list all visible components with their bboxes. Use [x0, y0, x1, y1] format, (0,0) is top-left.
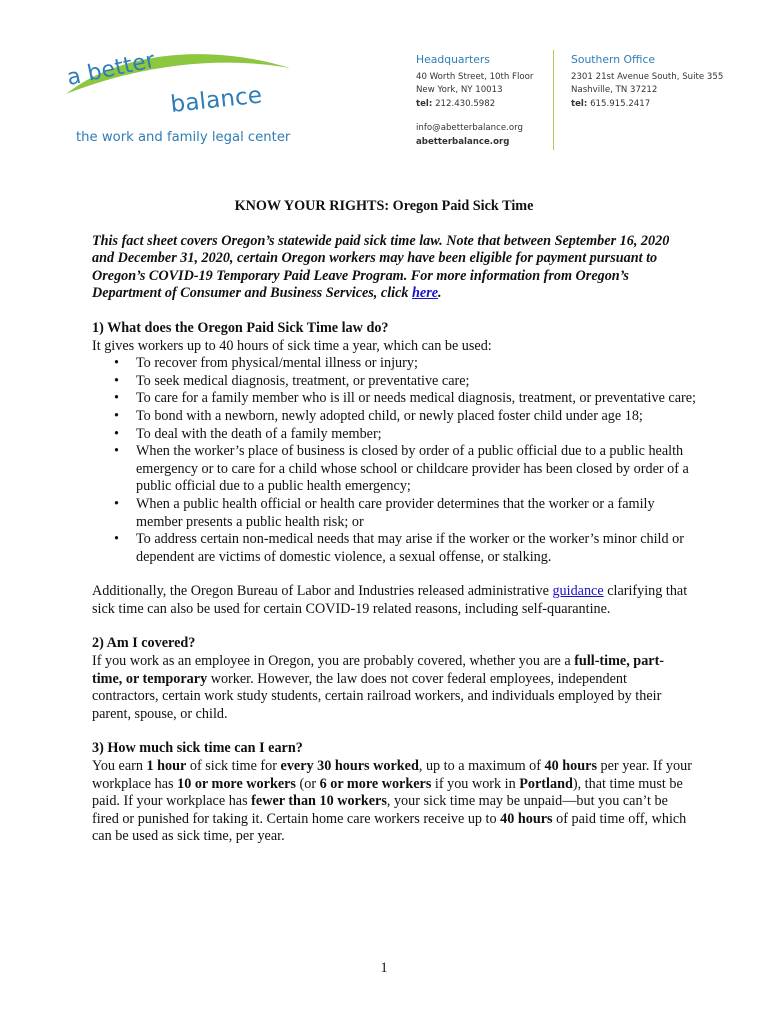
section2-text: If you work as an employee in Oregon, you are probably covered, whether you are a: [92, 653, 575, 670]
logo-word-a-better: a better: [64, 47, 158, 91]
additional-text-end: clarifying that sick time can also be used for certain COVID-19 related reasons, including self-quarantine.: [92, 583, 688, 617]
intro-period: .: [438, 285, 442, 302]
headquarters-tel-number: 212.430.5982: [435, 98, 496, 109]
section2-text: worker. However, the law does not cover federal employees, independent contractors, certain work study students, certain railroad workers, and individuals employed by their parent, spouse, or child.: [92, 670, 662, 722]
section3-bold-text: fewer than 10 workers: [251, 793, 387, 810]
intro-text: This fact sheet covers Oregon’s statewide paid sick time law. Note that between September 16, 2020 and December 31, 2020, certain Oregon workers may have been eligible for payment pursuant to Oregon’s COVID-19 Temporary Paid Leave Program. For more information from Oregon’s Department of Consumer and Business Services, click: [92, 232, 670, 302]
section3-text: You earn: [92, 758, 147, 775]
section1-heading: 1) What does the Oregon Paid Sick Time law do?: [92, 319, 389, 336]
headquarters-tel-label: tel:: [416, 98, 433, 109]
section3-bold-text: 40 hours: [544, 758, 597, 775]
document-body: [92, 198, 696, 846]
section3-text: (or: [295, 775, 320, 792]
intro-paragraph: [92, 233, 682, 303]
section3-text: , up to a maximum of: [418, 758, 545, 775]
list-item: • To address certain non-medical needs that may arise if the worker or the worker’s minor child or dependent are victims of domestic violence, a sexual offense, or stalking.: [136, 531, 696, 566]
headquarters-city: New York, NY 10013: [416, 85, 503, 95]
section3-paragraph: [92, 758, 692, 846]
document-title: KNOW YOUR RIGHTS: Oregon Paid Sick Time: [234, 198, 534, 214]
section3-text: ), that time must be paid. If your workplace has: [92, 775, 683, 810]
southern-office-street: 2301 21st Avenue South, Suite 355: [571, 71, 724, 82]
headquarters-title: Headquarters: [416, 53, 490, 66]
section3-heading: 3) How much sick time can I earn?: [92, 740, 303, 757]
section3-bold-text: 1 hour: [146, 758, 187, 775]
section3-bold-text: 6 or more workers: [319, 775, 432, 792]
section3-text: , your sick time may be unpaid—but you can’t be fired or punished for taking it. Certain home care workers receive up to: [92, 793, 668, 827]
section3-bold-text: every 30 hours worked: [280, 758, 419, 775]
section2-bold-text: full-time, part-time, or temporary: [92, 653, 665, 687]
list-item: • To care for a family member who is ill or needs medical diagnosis, treatment, or preventative care;: [136, 390, 696, 408]
southern-office-phone: [571, 98, 723, 112]
section3-text: of paid time off, which can be used as sick time, per year.: [92, 810, 687, 845]
list-item: • To seek medical diagnosis, treatment, or preventative care;: [136, 373, 696, 391]
section3-text: of sick time for: [186, 758, 281, 775]
list-item: • To recover from physical/mental illness or injury;: [136, 355, 696, 373]
southern-office-title: Southern Office: [571, 53, 656, 66]
section3-text: per year. If your workplace has: [92, 758, 692, 792]
section1-lead: It gives workers up to 40 hours of sick time a year, which can be used:: [92, 337, 492, 354]
page-number: 1: [380, 960, 388, 976]
list-item: • When a public health official or health care provider determines that the worker or a family member presents a public health risk; or: [136, 496, 696, 531]
letterhead-divider: [553, 50, 554, 150]
southern-office-city: Nashville, TN 37212: [571, 85, 658, 95]
contact-block: [416, 122, 523, 149]
section3-text: if you work in: [431, 775, 520, 792]
guidance-link[interactable]: guidance: [552, 583, 604, 600]
section2-paragraph: [92, 653, 692, 723]
headquarters-address-block: [416, 53, 533, 111]
intro-here-link[interactable]: here: [412, 285, 439, 302]
section3-bold-text: Portland: [519, 775, 573, 792]
organization-logo: [62, 42, 312, 154]
list-item: • To deal with the death of a family member;: [136, 426, 696, 444]
section1-additional-paragraph: [92, 583, 692, 618]
headquarters-phone: [416, 98, 533, 112]
logo-tagline: the work and family legal center: [76, 130, 291, 145]
southern-office-tel-label: tel:: [571, 98, 588, 109]
logo-swoosh-graphic: [62, 42, 312, 132]
headquarters-street: 40 Worth Street, 10th Floor: [416, 71, 534, 82]
section1-bullet-list: [92, 355, 696, 566]
southern-office-tel-number: 615.915.2417: [590, 98, 651, 109]
list-item: • To bond with a newborn, newly adopted child, or newly placed foster child under age 18;: [136, 408, 696, 426]
section2-heading: 2) Am I covered?: [92, 635, 196, 652]
contact-email[interactable]: info@abetterbalance.org: [416, 123, 523, 133]
additional-text-start: Additionally, the Oregon Bureau of Labor and Industries released administrative: [92, 583, 553, 600]
section3-bold-text: 10 or more workers: [177, 775, 296, 792]
contact-website[interactable]: abetterbalance.org: [416, 136, 510, 147]
southern-office-address-block: [571, 53, 723, 111]
logo-word-balance: balance: [169, 82, 264, 118]
list-item: • When the worker’s place of business is closed by order of a public official due to a public health emergency or to care for a child whose school or childcare provider has been closed by order of a public official due to a public health emergency;: [136, 443, 696, 496]
section3-bold-text: 40 hours: [500, 810, 553, 827]
